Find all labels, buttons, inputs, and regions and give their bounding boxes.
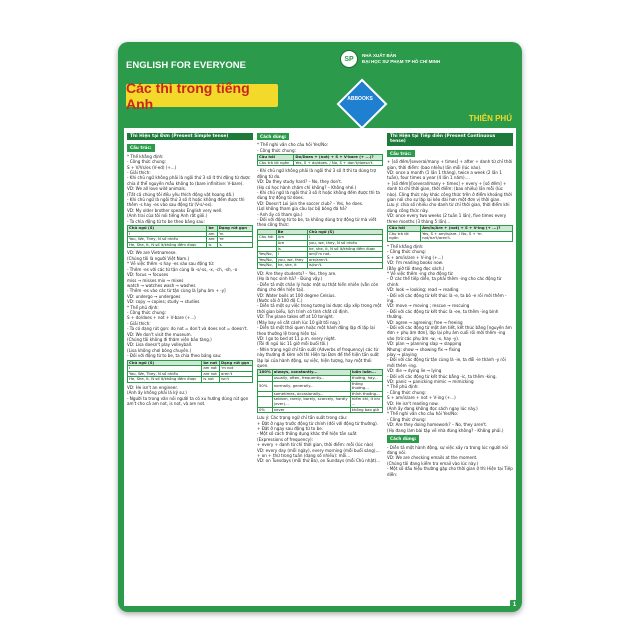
text-line: - Đối với các động từ kết thúc bằng -ic, ta thêm -king. (387, 373, 497, 379)
text-line: - Giải thích: (127, 320, 151, 326)
table-cell: be (207, 226, 217, 232)
text-line: - Diễn tả một chân lý hoặc một sự thật hiển nhiên (vẫn còn đúng cho đến hiện tại). (257, 281, 379, 293)
table-cell: you, we, they, N số nhiều (307, 241, 382, 247)
table-cell: thỉnh thoảng... (350, 391, 382, 397)
table-row (258, 263, 383, 269)
text-line: + [số đếm/[several/many + times] + after + danh từ chỉ thời gian, thời điểm: (bao nhiêu) lần mỗi (lúc nào). (387, 159, 513, 170)
table-cell: normally, generally... (272, 381, 350, 391)
table-cell: 50% (258, 381, 273, 391)
text-line: - Giải thích: (127, 170, 151, 176)
text-line: - Công thức chung: (387, 389, 426, 395)
cheat-sheet (118, 42, 522, 612)
text-line: S + V/Vs/es (V-ed) (+...) (127, 164, 177, 170)
text-line: play → playing (387, 352, 417, 357)
text-line: VD: die → dying lie → lying (387, 368, 442, 374)
text-line: - Công thức chung: (127, 159, 166, 165)
table-cell: 'm (217, 231, 252, 237)
text-line: - Diễn tả một thói quen hoặc một hành động lặp đi lặp lại theo thường lệ trong hiện tại. (257, 325, 375, 336)
text-line: (Anh ấy không phải là kỹ sư.) (127, 390, 187, 396)
table-cell: isn't (220, 377, 253, 383)
table-row (258, 381, 383, 391)
text-line: - Ở các thể tiếp diễn, ta phải thêm -ing cho các động từ chính. (387, 276, 502, 287)
text-line: - Một số cách thông dụng khác thể hiện tần suất (Expressions of frequency): (257, 431, 357, 442)
table-cell: 's (217, 242, 252, 248)
table-cell: are/aren't. (307, 257, 382, 263)
text-line: - Thêm -es với các từ tận cùng là -s/-ss, -x, -ch, -sh, -o (127, 266, 238, 272)
grammar-table (257, 369, 383, 413)
table-cell: You, We, They, N số nhiều (128, 237, 207, 243)
text-line: VD: We are Vietnamese. (127, 250, 177, 256)
page-title (126, 79, 278, 112)
text-line: Lưu ý: Các trạng ngữ chỉ tần suất trong câu: (257, 415, 348, 421)
publisher-line-2: ĐẠI HỌC SƯ PHẠM TP HỒ CHÍ MINH (362, 59, 441, 64)
table-cell: Am/Is/Are + (not) + S + V-ing (+ ...)? (421, 226, 513, 232)
text-line: - Khi chủ ngữ là ngôi thứ 3 số ít hoặc không đếm được thì thêm -s hay -es vào sau động từ (V-s/-es). (127, 197, 245, 208)
section-heading: Thì Hiện tại Đơn (Present Simple tense) (127, 133, 253, 140)
text-line: - Đối với động từ to be, ta chia theo bảng sau: (127, 353, 222, 359)
text-line: VD: focus → focuses (127, 272, 169, 278)
text-line: S + am/is/are + not + V-ing (+...) (387, 395, 456, 401)
table-cell: I (128, 366, 202, 372)
text-line: + [số đếm]/[several/many + times] + every + [số đếm] + danh từ chỉ thời gian, thời điểm: (bao nhiêu) lần mỗi (lúc nào). Công thức này khác công thức trên ở điểm khoảng thời gian nói cho sự lặp lại kéo dài hơn một đơn vị thời gian. (387, 180, 512, 203)
text-line: VD: Are they doing homework? – No, they aren't. (387, 422, 488, 428)
table-cell: Câu trả lời ngắn (258, 160, 294, 166)
table-cell: Câu hỏi (258, 235, 277, 241)
table-cell: thông thường... (350, 381, 382, 391)
table-cell: always, constantly... (272, 370, 350, 376)
table-cell: He, She, It, N số ít/không đếm được (128, 242, 207, 248)
text-line: - Anh ấy có tham gia.) (257, 211, 303, 217)
text-line: + every + danh từ chỉ thời gian, thời điểm: mỗi (lúc nào) (257, 442, 374, 448)
table-cell: Yes/No, (258, 263, 277, 269)
page-number: 1 (510, 600, 519, 609)
publisher (340, 50, 440, 68)
page-title-text: Các thì trong tiếng Anh (126, 79, 250, 112)
text-line: - Một số dấu hiệu thường gặp cho thời gian ở thì Hiện tại Tiếp diễn: (387, 466, 513, 477)
table-cell: am/I'm not. (307, 252, 382, 258)
text-line: (Họ là học sinh hả? - Đúng vậy.) (257, 276, 323, 282)
text-line: * Thể khẳng định: (387, 243, 424, 249)
sub-heading: Cấu trúc: (127, 144, 155, 151)
table-cell: Do/Does + (not) + S + V-bare (+ ...)? (294, 155, 383, 161)
table-cell: is/isn't. (307, 263, 382, 269)
table-cell: Chủ ngữ (S) (128, 226, 207, 232)
table-cell: he, she, it, N số ít/không đếm được (307, 246, 382, 252)
text-line: - Người ta trong văn nói người ta có xu hướng dùng rút gọn am't cho cả am not, is not, và are not. (127, 395, 249, 407)
table-cell: Is (276, 246, 307, 252)
brand-logo-icon (336, 78, 384, 126)
table-cell: He, She, It, N số ít/không đếm được (128, 377, 202, 383)
table-cell: Câu trả lời ngắn (388, 231, 421, 241)
brand-label: ABBOOKS (347, 96, 373, 102)
table-cell: Câu hỏi (258, 155, 294, 161)
table-cell: Câu hỏi (388, 226, 421, 232)
table-row (128, 242, 253, 248)
text-line: - Ta chia động từ to be theo bảng sau: (127, 218, 205, 224)
text-line: VD: plan → planning slap → slapping (387, 341, 462, 347)
table-cell: I (307, 235, 382, 241)
table-row (258, 375, 383, 381)
table-cell: Chủ ngữ (S) (128, 360, 202, 366)
text-line: (Lợi không tham gia câu lạc bộ bóng đá hả? (257, 206, 347, 212)
table-cell: am (207, 231, 217, 237)
author-name: THIÊN PHÚ (468, 114, 512, 123)
table-cell: hiếm khi, ít khi ... (350, 397, 382, 407)
table-cell: are (207, 237, 217, 243)
text-line: - Công thức chung: (387, 249, 426, 255)
text-line: VD: agree → agreeing; free → freeing (387, 319, 463, 325)
column-2 (257, 131, 383, 603)
table-cell: 100% (259, 369, 271, 375)
text-line: VD: Water boils at 100 degree Celsius. (257, 292, 336, 298)
table-cell: Yes/No, (258, 252, 277, 258)
table-cell: Yes/No, (258, 257, 277, 263)
text-line: + on + thứ trong tuần (dạng số nhiều): mỗi... (257, 452, 351, 458)
table-cell: Am (276, 235, 307, 241)
text-line: (Nước sôi ở 100 độ C.) (257, 298, 303, 304)
text-line: - Công thức chung: (127, 309, 166, 315)
table-cell: are not (202, 371, 220, 377)
text-line: S + do/does + not + V-bare (+...) (127, 315, 196, 321)
text-line: VD: He isn't reading now. (387, 400, 439, 406)
text-line: + Đặt ở ngay sau động từ to be. (257, 425, 324, 431)
table-cell: usually, often, frequently... (272, 375, 350, 381)
text-line: * Về việc thêm -s hay -es vào sau động từ: (127, 261, 215, 267)
table-cell: 'm not (220, 366, 253, 372)
table-cell: không bao giờ (350, 407, 382, 413)
table-cell: sometimes, occasionally... (272, 391, 350, 397)
table-cell: Yes, S + do/does. / No, S + don't/doesn't. (294, 160, 383, 166)
text-line: VD: Doesn't Loi join the soccer club? – Yes, he does. (257, 200, 364, 206)
table-cell: Chủ ngữ (S) (307, 229, 382, 235)
text-line: - Ta có dạng rút gọn: do not = don't và does not = doesn't. (127, 326, 248, 332)
text-line: (Tôi đi ngủ lúc 11 giờ mỗi buổi tối.) (257, 341, 329, 347)
table-cell: thường, hay... (350, 375, 382, 381)
text-line: - Diễn tả một hành động, sự việc xảy ra trong lúc người nói đang nói. (387, 444, 509, 455)
grammar-table (257, 229, 383, 269)
text-line: VD: Lisa doesn't play volleyball. (127, 342, 193, 348)
text-line: VD: We all love wild animals. (127, 186, 187, 192)
grammar-table (257, 154, 383, 166)
table-cell (258, 397, 273, 407)
text-line: (Bây giờ tôi đang đọc sách.) (387, 265, 445, 271)
table-row (388, 231, 513, 241)
table-cell: Be (276, 229, 307, 235)
text-line: * Thể khẳng định: (127, 153, 164, 159)
sub-heading: Cách dùng: (387, 435, 419, 442)
text-line: (Họ có học hành chăm chỉ không? – Không nhé.) (257, 184, 357, 190)
text-line: watch → watches wash → washes (127, 282, 196, 288)
text-line: VD: every day (mỗi ngày), every morning (mỗi buổi sáng),... (257, 447, 381, 453)
text-line: VD: undergo → undergoes (127, 293, 181, 299)
text-line: VD: My older brother speaks English very well. (127, 207, 223, 213)
text-line: * Thể nghi vấn cho câu hỏi Yes/No: (387, 411, 459, 417)
text-line: VD: once a month (1 lần 1 tháng), twice a week (2 lần 1 tuần), four times a year (4 lần 1 năm).... (387, 170, 502, 181)
text-line: (Anh trai của tôi nói tiếng Anh rất giỏi.) (127, 213, 208, 219)
text-line: * Thể phủ định: (387, 384, 419, 390)
column-1 (127, 131, 253, 603)
table-row (258, 397, 383, 407)
table-cell: be not (202, 360, 220, 366)
text-line: - Đối với các động từ kết thúc là -ee, ta thêm -ing bình thường. (387, 308, 499, 320)
text-line: - Đối với động từ to be, ta không dùng trợ động từ mà viết theo công thức: (257, 217, 377, 228)
text-line: + Đặt ở ngay trước động từ chính (đối với động từ thường). (257, 420, 379, 426)
text-line: - Thêm -es vào các từ tận cùng là [phụ âm + -y] (127, 288, 226, 294)
grammar-table (387, 225, 513, 242)
text-line: - Khi chủ ngữ không phải là ngôi thứ 3 số ít thì ta dùng trợ động từ do. (257, 168, 377, 179)
table-cell: I (276, 252, 307, 258)
text-line: (Anh ấy đang không đọc sách ngay lúc này.) (387, 406, 478, 412)
text-line: - Khi chủ ngữ là ngôi thứ 3 số ít hoặc không đếm được thì ta dùng trợ động từ does. (257, 190, 380, 201)
table-cell: you, we, they (276, 257, 307, 263)
table-cell: Yes, S + am/is/are. / No, S + 'm not/isn't/aren't. (421, 231, 513, 241)
publisher-line-1: NHÀ XUẤT BẢN (362, 53, 397, 58)
text-line: * Về việc thêm -ing cho động từ: (387, 270, 454, 276)
text-line: VD: once every two weeks (2 tuần 1 lần), five times every three months (3 tháng 5 lần)... (387, 213, 507, 224)
text-line: VD: look → looking; read → reading (387, 287, 459, 293)
text-line: VD: move → moving ; rescue → rescuing (387, 303, 470, 309)
text-line: - Diễn tả một sự việc trong tương lai được sắp xếp trong một thời gian biểu, lịch trình có tính chất cố định. (257, 303, 382, 314)
text-line: (Chúng tôi là người Việt Nam.) (127, 255, 190, 261)
text-line: VD: I go to bed at 11 p.m. every night. (257, 335, 337, 341)
text-line: VD: copy → copies; study → studies (127, 299, 200, 305)
table-cell: seldom, rarely, barely, scarcely, hardly (ever)... (272, 397, 350, 407)
text-line: Lưu ý: chia số nhiều cho danh từ chỉ thời gian, thời điểm khi dùng công thức này. (387, 202, 510, 213)
sub-heading: Cấu trúc: (387, 150, 415, 157)
text-line: - Đối với các động từ một âm tiết, kết thúc bằng [nguyên âm đơn + phụ âm đơn], lặp lại phụ âm cuối rồi mới thêm -ing vào (trừ các phụ âm -w, -x, hay -y). (387, 324, 512, 341)
column-3 (387, 131, 513, 603)
text-line: * Thể nghi vấn cho câu hỏi Yes/No: (257, 142, 329, 148)
table-cell: 0% (258, 407, 273, 413)
table-cell: never (272, 407, 350, 413)
table-cell: luôn luôn... (350, 370, 382, 376)
table-cell: I (128, 231, 207, 237)
table-row (128, 377, 253, 383)
text-line: (Chúng tôi đang kiểm tra email vào lúc này.) (387, 460, 479, 466)
text-line: - Công thức chung: (257, 147, 296, 153)
text-line: VD: He isn't an engineer. (127, 384, 178, 390)
table-cell: 're (217, 237, 252, 243)
table-cell: Dạng rút gọn (220, 360, 253, 366)
section-heading: Thì Hiện tại Tiếp diễn (Present Continuous tense) (387, 133, 513, 146)
table-row (258, 160, 383, 166)
sub-heading: Cách dùng: (257, 133, 289, 140)
text-line: Nhưng: show → showing fix → fixing (387, 346, 461, 352)
text-line: (Tất cả chúng tôi đều yêu thích động vật hoang dã.) (127, 191, 234, 197)
text-line: - Công thức chung: (387, 416, 426, 422)
text-line: (Lisa không chơi bóng chuyền.) (127, 347, 192, 353)
text-line: VD: The plane takes off at 10 tonight. (257, 314, 334, 320)
text-line: VD: Do they study hard? – No, they don't. (257, 179, 343, 185)
text-line: (Máy bay sẽ cất cánh lúc 10 giờ tối nay.) (257, 319, 340, 325)
text-line: VD: I'm reading books now. (387, 260, 443, 266)
table-cell: You, We, They, N số nhiều (128, 371, 202, 377)
table-cell: he, she, it (276, 263, 307, 269)
text-line: VD: on Tuesdays (mỗi thứ Ba), on Sundays (mỗi Chủ nhật)... (257, 458, 381, 464)
text-line: - Khi chủ ngữ không phải là ngôi thứ 3 số ít thì động từ được chia ở thể nguyên mẫu không to (bare infinitive: V-bare). (127, 175, 251, 186)
text-line: VD: panic → panicking mimic → mimicking (387, 379, 474, 385)
text-line: (Họ đang làm bài tập về nhà đúng không? - Không phải.) (387, 427, 504, 433)
text-line: S + am/is/are + V-ing (+...) (387, 254, 444, 260)
text-line: VD: We don't visit the museum. (127, 331, 192, 337)
table-cell: Dạng rút gọn (217, 226, 252, 232)
content-area (124, 128, 516, 606)
table-cell: is (207, 242, 217, 248)
text-line: (Chúng tôi không đi thăm viện bảo tàng.) (127, 336, 212, 342)
grammar-table (127, 225, 253, 248)
text-line: - Nhìn trạng ngữ chỉ tần suất (Adverbs of frequency) các từ này thường đi kèm với thì Hiện tại Đơn để thể hiện tần suất lặp lại của hành động, sự việc, hiện tượng, hay một thói quen. (257, 346, 379, 368)
text-line: miss → misses mix → mixes (127, 277, 184, 283)
table-cell: Are (276, 241, 307, 247)
text-line: - Đối với các động từ tận cùng là -ie, ta đổi -ie thành -y rồi mới thêm -ing. (387, 357, 506, 368)
publisher-logo-icon: SP (340, 50, 358, 68)
text-line: VD: We are checking emails at the moment. (387, 455, 478, 461)
table-cell: am not (202, 366, 220, 372)
series-title: ENGLISH FOR EVERYONE (126, 60, 246, 71)
table-cell: is not (202, 377, 220, 383)
text-line: * Thể phủ định: (127, 304, 159, 310)
table-row (258, 407, 383, 413)
text-line: - Đối với các động từ kết thúc là -e, ta bỏ -e rồi mới thêm -ing. (387, 292, 507, 303)
table-cell: aren't (220, 371, 253, 377)
grammar-table (127, 360, 253, 383)
text-line: VD: Are they students? – Yes, they are. (257, 271, 337, 277)
